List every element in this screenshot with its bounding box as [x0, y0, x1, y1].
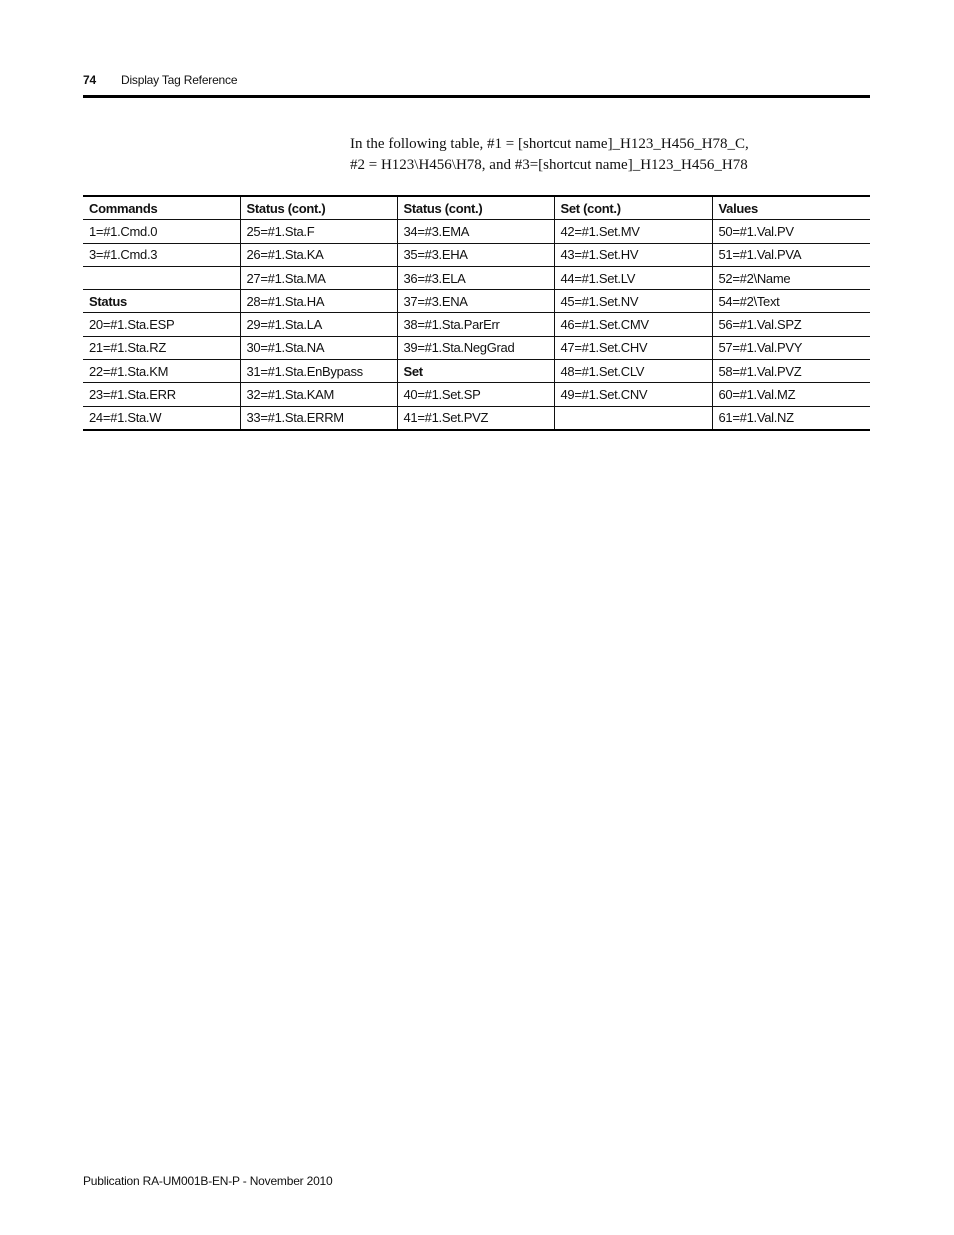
table-row [83, 360, 870, 383]
table-cell: 57=#1.Val.PVY [712, 336, 870, 359]
table-cell: 61=#1.Val.NZ [712, 406, 870, 430]
table-row [83, 313, 870, 336]
table-row [83, 243, 870, 266]
table-cell: 30=#1.Sta.NA [240, 336, 397, 359]
table-cell [83, 266, 240, 289]
table-row [83, 290, 870, 313]
intro-line-1: In the following table, #1 = [shortcut name]_H123_H456_H78_C, [350, 136, 749, 152]
table-cell: 46=#1.Set.CMV [554, 313, 712, 336]
table-row [83, 406, 870, 430]
table-cell: 25=#1.Sta.F [240, 220, 397, 243]
table-cell: 44=#1.Set.LV [554, 266, 712, 289]
group-heading-set: Set [397, 360, 554, 383]
table-row [83, 266, 870, 289]
column-header-status-cont-2: Status (cont.) [397, 196, 554, 220]
table-cell: 51=#1.Val.PVA [712, 243, 870, 266]
table-cell: 28=#1.Sta.HA [240, 290, 397, 313]
table-cell: 29=#1.Sta.LA [240, 313, 397, 336]
table-cell: 48=#1.Set.CLV [554, 360, 712, 383]
table-cell: 42=#1.Set.MV [554, 220, 712, 243]
column-header-values: Values [712, 196, 870, 220]
table-cell: 37=#3.ENA [397, 290, 554, 313]
column-header-status-cont-1: Status (cont.) [240, 196, 397, 220]
table-cell: 43=#1.Set.HV [554, 243, 712, 266]
table-cell: 3=#1.Cmd.3 [83, 243, 240, 266]
table-cell: 35=#3.EHA [397, 243, 554, 266]
publication-footer: Publication RA-UM001B-EN-P - November 2010 [83, 1174, 333, 1188]
table-cell: 39=#1.Sta.NegGrad [397, 336, 554, 359]
table-cell: 40=#1.Set.SP [397, 383, 554, 406]
page-number: 74 [83, 73, 96, 87]
table-row [83, 220, 870, 243]
table-cell: 32=#1.Sta.KAM [240, 383, 397, 406]
table-cell: 23=#1.Sta.ERR [83, 383, 240, 406]
table-cell: 21=#1.Sta.RZ [83, 336, 240, 359]
table-cell: 60=#1.Val.MZ [712, 383, 870, 406]
table-row [83, 383, 870, 406]
table-cell: 1=#1.Cmd.0 [83, 220, 240, 243]
column-header-commands: Commands [83, 196, 240, 220]
table-header-row [83, 196, 870, 220]
table-row [83, 336, 870, 359]
tag-reference-table [83, 195, 870, 431]
table-cell: 33=#1.Sta.ERRM [240, 406, 397, 430]
column-header-set-cont: Set (cont.) [554, 196, 712, 220]
table-cell: 27=#1.Sta.MA [240, 266, 397, 289]
table-cell: 20=#1.Sta.ESP [83, 313, 240, 336]
table-cell: 38=#1.Sta.ParErr [397, 313, 554, 336]
table-cell: 22=#1.Sta.KM [83, 360, 240, 383]
table-cell: 50=#1.Val.PV [712, 220, 870, 243]
header-rule [83, 95, 870, 98]
table-cell: 36=#3.ELA [397, 266, 554, 289]
table-cell: 58=#1.Val.PVZ [712, 360, 870, 383]
table-cell: 45=#1.Set.NV [554, 290, 712, 313]
intro-line-2: #2 = H123\H456\H78, and #3=[shortcut name]_H123_H456_H78 [350, 157, 748, 173]
table-cell: 41=#1.Set.PVZ [397, 406, 554, 430]
page-header [83, 73, 870, 91]
table-cell: 24=#1.Sta.W [83, 406, 240, 430]
group-heading-status: Status [83, 290, 240, 313]
table-cell: 47=#1.Set.CHV [554, 336, 712, 359]
table-cell: 52=#2\Name [712, 266, 870, 289]
table-cell: 31=#1.Sta.EnBypass [240, 360, 397, 383]
table-cell: 54=#2\Text [712, 290, 870, 313]
table-cell: 26=#1.Sta.KA [240, 243, 397, 266]
section-title: Display Tag Reference [121, 73, 238, 87]
table-cell: 34=#3.EMA [397, 220, 554, 243]
table-cell [554, 406, 712, 430]
intro-paragraph [350, 134, 870, 176]
table-cell: 56=#1.Val.SPZ [712, 313, 870, 336]
table-cell: 49=#1.Set.CNV [554, 383, 712, 406]
